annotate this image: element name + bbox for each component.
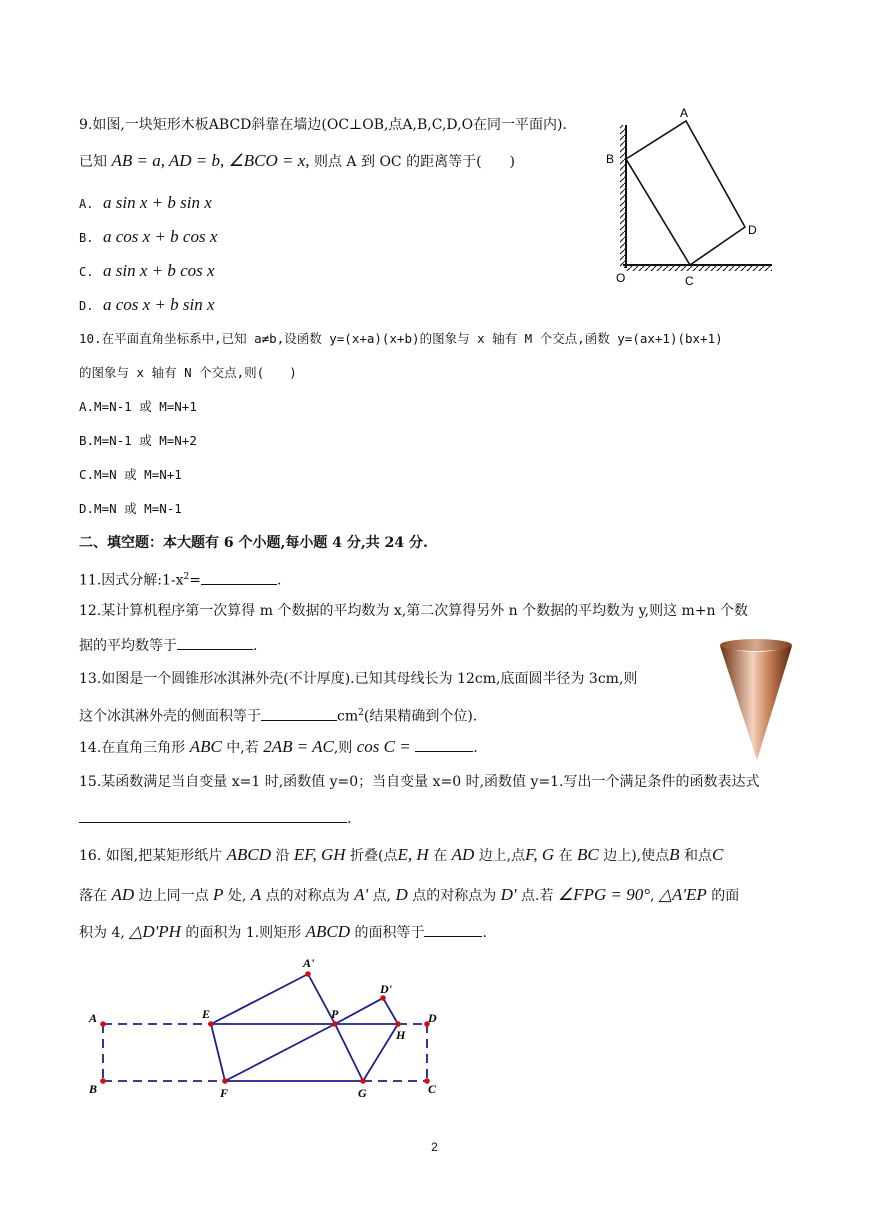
q16-math: C <box>711 845 724 864</box>
q16-math: AD <box>111 885 135 904</box>
q10-option-a: A.M=N-1 或 M=N+1 <box>79 399 197 414</box>
q12-answer-blank[interactable] <box>177 635 253 650</box>
q14 <box>79 737 478 758</box>
q16-text: 点的对称点为 <box>265 888 350 904</box>
q16-text: 点.若 <box>521 888 554 904</box>
point-g <box>360 1078 366 1084</box>
option-label: D. <box>79 299 94 313</box>
q10-stem-line2: 的图象与 x 轴有 N 个交点,则( ) <box>79 365 297 380</box>
q16-text: 边上,点 <box>478 848 526 864</box>
q16-text: 的面积为 1.则矩形 <box>185 925 302 941</box>
q16-text: 在 <box>558 848 573 864</box>
q16-math: △D'PH <box>129 922 181 941</box>
q16-text: 点, <box>372 888 392 904</box>
option-math: a sin x + b sin x <box>103 193 212 212</box>
q16-text: 在 <box>433 848 448 864</box>
q16-text: 折叠(点 <box>350 848 398 864</box>
q16-text: 沿 <box>275 848 290 864</box>
label-a: A <box>680 106 689 120</box>
q16-text: 和点 <box>683 848 712 864</box>
board-rect <box>626 121 745 265</box>
q16-math: EF, GH <box>293 845 346 864</box>
point-b <box>100 1078 106 1084</box>
label-g: G <box>358 1086 367 1100</box>
q9-option-b <box>79 227 217 248</box>
q16-line3 <box>79 922 487 943</box>
q13-note: (结果精确到个位). <box>363 708 478 725</box>
label-a: A <box>89 1011 98 1025</box>
q14-math-cos: cos C = <box>356 737 411 756</box>
segment-pg <box>335 1024 363 1081</box>
point-p <box>332 1021 338 1027</box>
point-f <box>222 1078 228 1084</box>
q13-line1: 13.如图是一个圆锥形冰淇淋外壳(不计厚度).已知其母线长为 12cm,底面圆半径为 3cm,则 <box>79 671 638 687</box>
cone-rim <box>720 639 792 651</box>
q13-answer-blank[interactable] <box>261 706 337 721</box>
label-f: F <box>220 1086 229 1100</box>
option-label: B. <box>79 231 94 245</box>
q10-option-b: B.M=N-1 或 M=N+2 <box>79 433 197 448</box>
q16-math: E, H <box>397 845 429 864</box>
q9-option-d <box>79 295 215 316</box>
q16-text: 点的对称点为 <box>412 888 497 904</box>
q9-given-prefix: 已知 <box>79 154 107 170</box>
q16-text: 处, <box>227 888 247 904</box>
q16-end: . <box>482 925 487 941</box>
q16-text: 落在 <box>79 888 107 904</box>
label-o: O <box>616 271 626 285</box>
point-a-prime <box>305 971 311 977</box>
q10-option-c: C.M=N 或 M=N+1 <box>79 467 182 482</box>
label-b: B <box>89 1082 98 1096</box>
segment-d1h <box>383 998 398 1024</box>
q16-text: 积为 4, <box>79 925 125 941</box>
label-d: D <box>748 223 757 237</box>
q15-line1: 15.某函数满足当自变量 x=1 时,函数值 y=0；当自变量 x=0 时,函数值 y=1.写出一个满足条件的函数表达式 <box>79 774 760 790</box>
option-math: a cos x + b sin x <box>103 295 215 314</box>
point-e <box>208 1021 214 1027</box>
q11-sup: 2 <box>183 572 190 582</box>
q14-answer-blank[interactable] <box>415 737 473 752</box>
option-label: C. <box>79 265 94 279</box>
q14-math-cond: 2AB = AC <box>263 737 334 756</box>
point-h <box>395 1021 401 1027</box>
q16-math: D <box>395 885 408 904</box>
segment-pd1 <box>335 998 383 1024</box>
segment-ea1 <box>211 974 308 1024</box>
q16-math: ∠FPG = 90° <box>557 885 650 904</box>
q13-unit: cm <box>337 708 359 725</box>
q16-text: 的面 <box>711 888 740 904</box>
q16-line1 <box>79 845 723 866</box>
label-c: C <box>685 274 694 288</box>
q14-math-abc: ABC <box>189 737 222 756</box>
q16-line2 <box>79 885 739 906</box>
cone-body <box>720 646 792 760</box>
q16-math: AD <box>451 845 475 864</box>
q11 <box>79 567 281 591</box>
label-c: C <box>428 1082 437 1096</box>
q14-text: 14.在直角三角形 <box>79 740 186 756</box>
q9-stem-line2 <box>79 151 515 172</box>
label-e: E <box>202 1007 211 1021</box>
option-math: a cos x + b cos x <box>103 227 218 246</box>
q14-text3: ,则 <box>333 740 353 756</box>
ice-cream-cone-figure <box>718 636 794 762</box>
q9-given-math: AB = a, AD = b, ∠BCO = x, <box>111 151 310 170</box>
q16-text: 边上同一点 <box>138 888 209 904</box>
q16-math: ABCD <box>305 922 351 941</box>
q10-option-d: D.M=N 或 M=N-1 <box>79 501 182 516</box>
q13-line2 <box>79 703 477 727</box>
q9-ladder-figure <box>600 100 790 295</box>
q16-math: P <box>213 885 224 904</box>
q9-option-c <box>79 261 215 282</box>
fold-ef <box>211 1024 225 1081</box>
q9-question: 则点 A 到 OC 的距离等于( ) <box>313 154 516 170</box>
label-p: P <box>331 1007 339 1021</box>
q12-line2 <box>79 635 257 656</box>
q11-eq: = <box>189 572 201 589</box>
q9-stem-line1: 9.如图,一块矩形木板ABCD斜靠在墙边(OC⊥OB,点A,B,C,D,O在同一平面内). <box>79 117 567 133</box>
q13-unit-sup: 2 <box>358 708 364 718</box>
point-d-prime <box>380 995 386 1001</box>
section-fill-in-heading: 二、填空题：本大题有 6 个小题,每小题 4 分,共 24 分. <box>79 535 428 551</box>
q16-math: ABCD <box>226 845 272 864</box>
q16-text: 边上),使点 <box>603 848 670 864</box>
q11-end: . <box>276 572 282 589</box>
q9-option-a <box>79 193 212 214</box>
q15-line2 <box>79 808 351 829</box>
label-d-prime: D' <box>380 982 392 996</box>
q14-text2: 中,若 <box>226 740 259 756</box>
q16-fold-figure <box>80 950 460 1100</box>
segment-fp <box>225 1024 335 1081</box>
point-a <box>100 1021 106 1027</box>
q12-line1: 12.某计算机程序第一次算得 m 个数据的平均数为 x,第二次算得另外 n 个数据的平均数为 y,则这 m+n 个数 <box>79 603 749 619</box>
q16-text: , <box>650 888 655 904</box>
q14-end: . <box>473 740 478 756</box>
fold-gh <box>363 1024 398 1081</box>
q13-text: 这个冰淇淋外壳的侧面积等于 <box>79 708 261 725</box>
q16-math: B <box>669 845 680 864</box>
label-h: H <box>396 1028 406 1042</box>
q16-math: D' <box>500 885 517 904</box>
q16-math: A <box>250 885 262 904</box>
q11-answer-blank[interactable] <box>201 570 277 585</box>
q11-text: 11.因式分解:1-x <box>79 572 184 589</box>
q16-math: F, G <box>525 845 555 864</box>
q12-end: . <box>253 638 258 654</box>
label-a-prime: A' <box>303 956 315 970</box>
q16-answer-blank[interactable] <box>424 922 482 937</box>
q16-math: A' <box>354 885 369 904</box>
label-b: B <box>606 152 615 166</box>
q15-end: . <box>347 811 352 827</box>
q16-math: BC <box>577 845 599 864</box>
q16-text: 16. 如图,把某矩形纸片 <box>79 848 223 864</box>
q16-text: 的面积等于 <box>354 925 425 941</box>
option-math: a sin x + b cos x <box>103 261 215 280</box>
page-number: 2 <box>431 1140 438 1154</box>
q10-stem-line1: 10.在平面直角坐标系中,已知 a≠b,设函数 y=(x+a)(x+b)的图象与 x 轴有 M 个交点,函数 y=(ax+1)(bx+1) <box>79 331 723 346</box>
q12-text: 据的平均数等于 <box>79 638 177 654</box>
option-label: A. <box>79 197 94 211</box>
label-d: D <box>428 1011 437 1025</box>
q16-math: △A'EP <box>658 885 707 904</box>
q15-answer-blank[interactable] <box>79 808 347 823</box>
